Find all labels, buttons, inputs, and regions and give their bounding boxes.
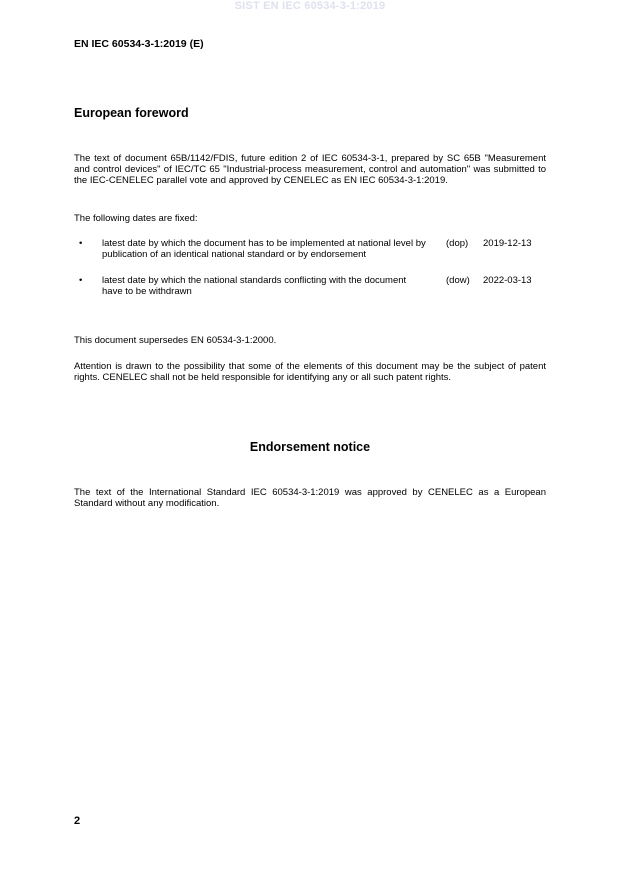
bullet: • bbox=[79, 275, 83, 286]
date-value: 2019-12-13 bbox=[483, 238, 532, 249]
date-description: latest date by which the national standards conflicting with the document have to be withdrawn bbox=[102, 275, 407, 297]
date-abbreviation: (dow) bbox=[446, 275, 470, 286]
watermark: SIST EN IEC 60534-3-1:2019 bbox=[234, 0, 386, 12]
date-value: 2022-03-13 bbox=[483, 275, 532, 286]
document-header: EN IEC 60534-3-1:2019 (E) bbox=[74, 38, 204, 50]
supersedes-paragraph: This document supersedes EN 60534-3-1:2000. bbox=[74, 335, 277, 346]
date-abbreviation: (dop) bbox=[446, 238, 469, 249]
dates-intro: The following dates are fixed: bbox=[74, 213, 198, 224]
endorsement-notice-heading: Endorsement notice bbox=[249, 440, 371, 454]
endorsement-paragraph: The text of the International Standard IEC 60534-3-1:2019 was approved by CENELEC as a European Standard without any modification. bbox=[74, 487, 546, 509]
patent-paragraph: Attention is drawn to the possibility that some of the elements of this document may be the subject of patent rights. CENELEC shall not be held responsible for identifying any or all such patent rights. bbox=[74, 361, 546, 383]
date-row-dow bbox=[74, 275, 546, 299]
european-foreword-heading: European foreword bbox=[74, 106, 189, 120]
bullet: • bbox=[79, 238, 83, 249]
date-row-dop bbox=[74, 238, 546, 262]
page-number: 2 bbox=[74, 815, 81, 827]
foreword-intro-paragraph: The text of document 65B/1142/FDIS, future edition 2 of IEC 60534-3-1, prepared by SC 65B "Measurement and control devices" of IEC/TC 65 "Industrial-process measurement, control and automation" was submitted to the IEC-CENELEC parallel vote and approved by CENELEC as EN IEC 60534-3-1:2019. bbox=[74, 153, 546, 186]
date-description: latest date by which the document has to be implemented at national level by publication of an identical national standard or by endorsement bbox=[102, 238, 426, 260]
